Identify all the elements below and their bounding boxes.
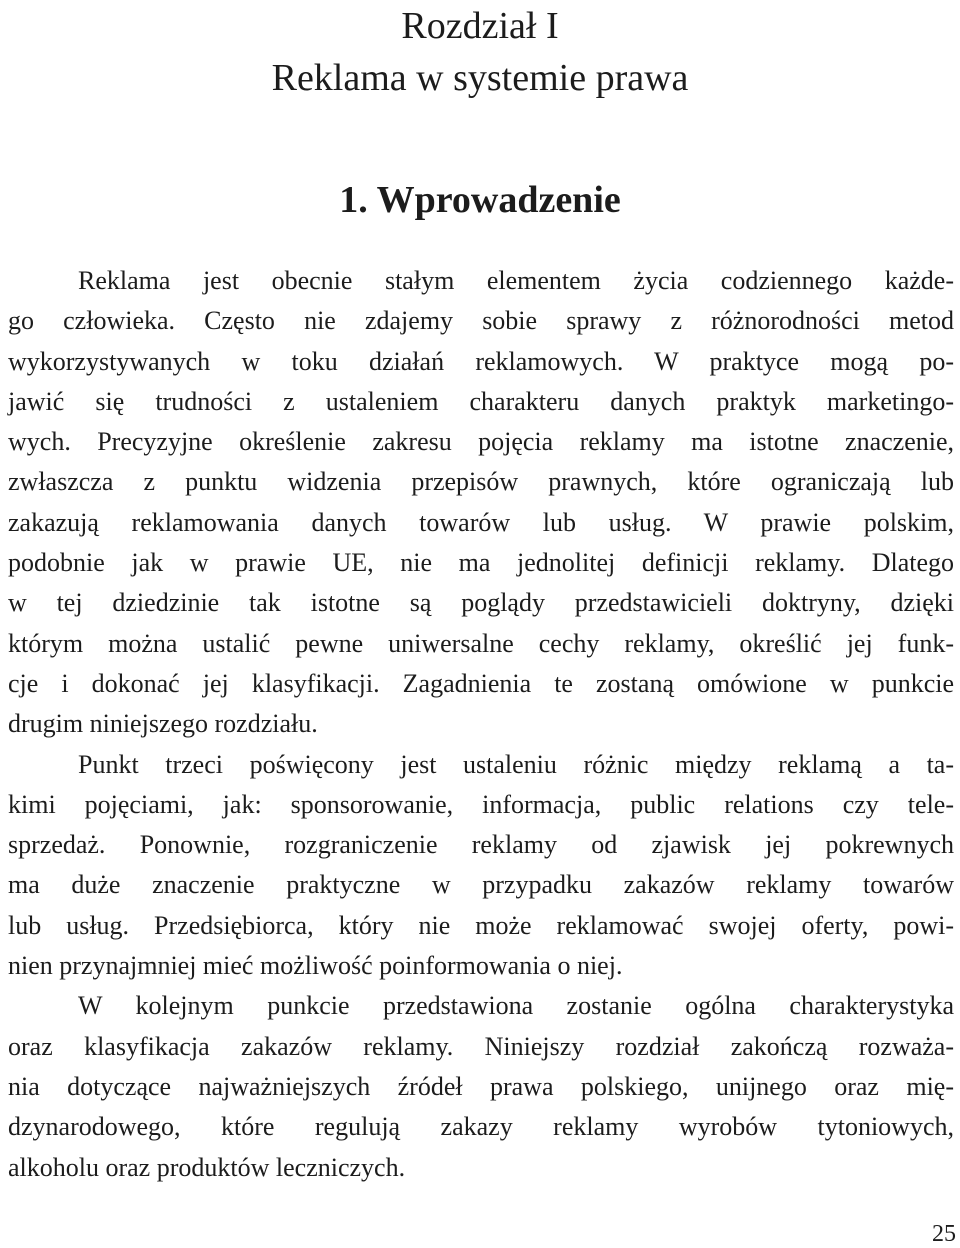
- section-title: 1. Wprowadzenie: [339, 179, 621, 221]
- body-text: [8, 261, 954, 1188]
- text-line: zwłaszcza z punktu widzenia przepisów prawnych, które ograniczają lub: [8, 467, 954, 497]
- chapter-label: Rozdział I: [401, 5, 559, 47]
- text-line: go człowieka. Często nie zdajemy sobie sprawy z różnorodności metod: [8, 306, 954, 336]
- text-line: jawić się trudności z ustaleniem charakteru danych praktyk marketingo-: [8, 386, 954, 416]
- text-line: w tej dziedzinie tak istotne są poglądy przedstawicieli doktryny, dzięki: [8, 588, 954, 618]
- text-line: alkoholu oraz produktów leczniczych.: [8, 1152, 406, 1182]
- chapter-heading: [0, 0, 960, 104]
- text-line: oraz klasyfikacja zakazów reklamy. Niniejszy rozdział zakończą rozważa-: [8, 1031, 954, 1061]
- text-line: lub usług. Przedsiębiorca, który nie może reklamować swojej oferty, powi-: [8, 910, 954, 940]
- text-line: dzynarodowego, które regulują zakazy reklamy wyrobów tytoniowych,: [8, 1112, 954, 1142]
- text-line: zakazują reklamowania danych towarów lub usług. W prawie polskim,: [8, 507, 954, 537]
- text-line: nia dotyczące najważniejszych źródeł prawa polskiego, unijnego oraz mię-: [8, 1071, 954, 1101]
- text-line: którym można ustalić pewne uniwersalne cechy reklamy, określić jej funk-: [8, 628, 954, 658]
- text-line: drugim niniejszego rozdziału.: [8, 709, 318, 739]
- text-line: kimi pojęciami, jak: sponsorowanie, informacja, public relations czy tele-: [8, 789, 954, 819]
- text-line: Reklama jest obecnie stałym elementem życia codziennego każde-: [78, 266, 954, 295]
- text-line: sprzedaż. Ponownie, rozgraniczenie reklamy od zjawisk jej pokrewnych: [8, 830, 954, 860]
- text-line: ma duże znaczenie praktyczne w przypadku zakazów reklamy towarów: [8, 870, 954, 900]
- page-number: 25: [932, 1221, 956, 1247]
- text-line: nien przynajmniej mieć możliwość poinformowania o niej.: [8, 951, 623, 981]
- text-line: cje i dokonać jej klasyfikacji. Zagadnienia te zostaną omówione w punkcie: [8, 668, 954, 698]
- text-line: wykorzystywanych w toku działań reklamowych. W praktyce mogą po-: [8, 346, 954, 376]
- text-line: podobnie jak w prawie UE, nie ma jednolitej definicji reklamy. Dlatego: [8, 548, 954, 578]
- text-line: Punkt trzeci poświęcony jest ustaleniu różnic między reklamą a ta-: [78, 749, 954, 779]
- text-line: wych. Precyzyjne określenie zakresu pojęcia reklamy ma istotne znaczenie,: [8, 427, 954, 457]
- chapter-title: Reklama w systemie prawa: [271, 57, 689, 99]
- text-line: W kolejnym punkcie przedstawiona zostanie ogólna charakterystyka: [78, 991, 954, 1021]
